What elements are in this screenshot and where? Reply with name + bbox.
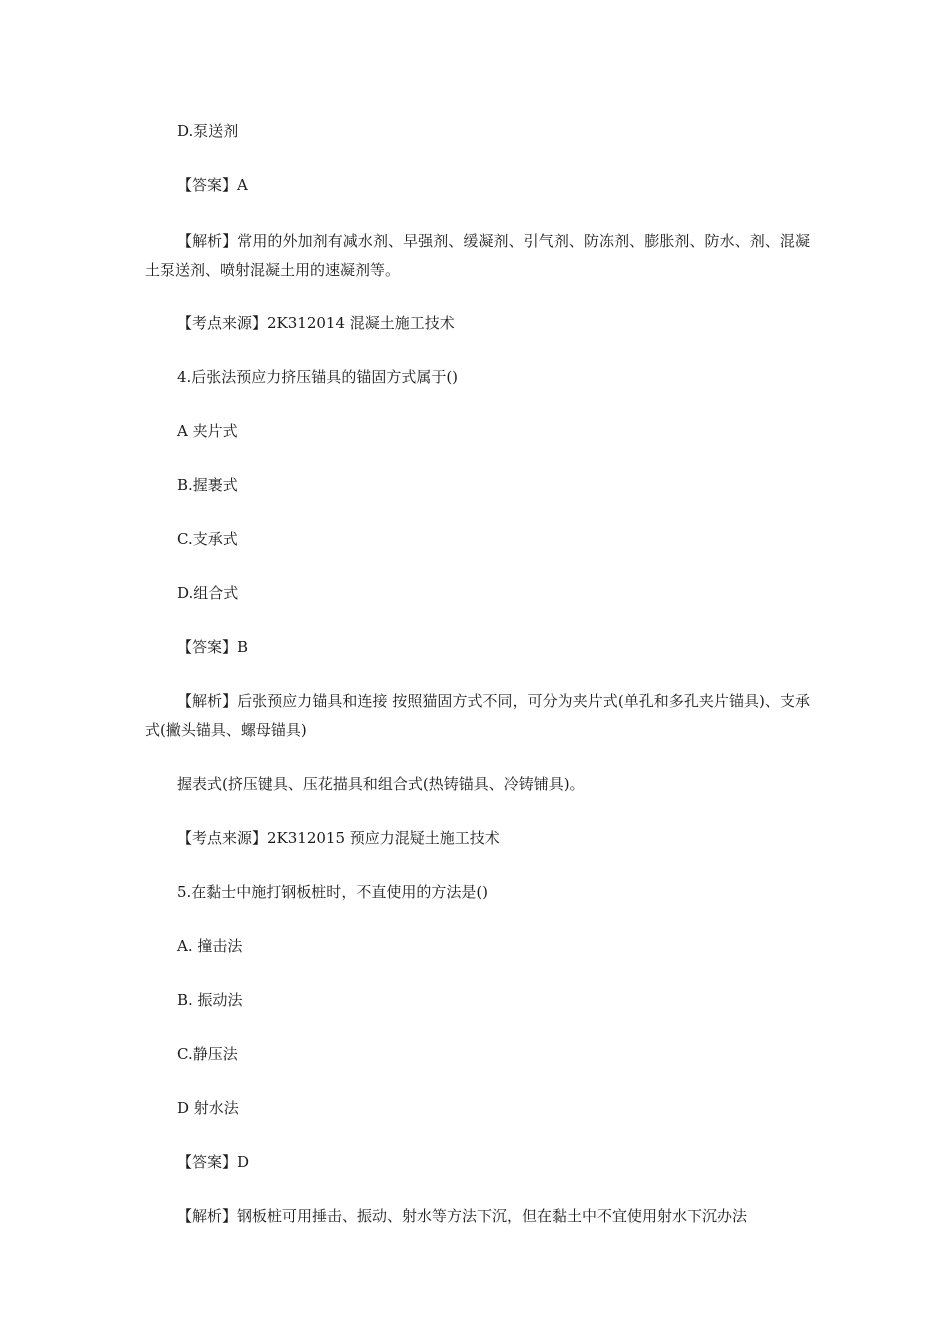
q5-option-d: D 射水法 bbox=[177, 1099, 239, 1117]
q4-option-a: A 夹片式 bbox=[177, 422, 238, 440]
q3-option-d: D.泵送剂 bbox=[177, 122, 239, 140]
q4-option-d: D.组合式 bbox=[177, 584, 239, 602]
q4-source: 【考点来源】2K312015 预应力混疑土施工技术 bbox=[177, 829, 500, 847]
q5-option-a: A. 撞击法 bbox=[177, 937, 243, 955]
q3-analysis: 【解析】常用的外加剂有减水剂、早强剂、缓凝剂、引气剂、防冻剂、膨胀剂、防水、剂、混凝土泵送剂、喷射混凝土用的速凝剂等。 bbox=[145, 232, 810, 279]
q5-option-b: B. 振动法 bbox=[177, 991, 243, 1009]
q4-answer: 【答案】B bbox=[177, 638, 249, 656]
q5-answer: 【答案】D bbox=[177, 1153, 250, 1171]
q5-analysis: 【解析】钢板桩可用捶击、振动、射水等方法下沉，但在黏土中不宜使用射水下沉办法 bbox=[177, 1207, 748, 1225]
q4-option-b: B.握裹式 bbox=[177, 476, 238, 494]
q5-question: 5.在黏士中施打钢板桩时，不直使用的方法是() bbox=[177, 883, 489, 901]
q3-answer: 【答案】A bbox=[177, 176, 248, 194]
q4-question: 4.后张法预应力挤压锚具的锚固方式属于() bbox=[177, 368, 459, 386]
q5-option-c: C.静压法 bbox=[177, 1045, 238, 1063]
q4-analysis: 【解析】后张预应力锚具和连接 按照猫固方式不同，可分为夹片式(单孔和多孔夹片锚具)、支承式(撇头锚具、螺母锚具) bbox=[145, 692, 810, 739]
q4-analysis-continued: 握表式(挤压键具、压花描具和组合式(热铸锚具、冷铸铺具)。 bbox=[177, 775, 585, 793]
q3-source: 【考点来源】2K312014 混凝土施工技术 bbox=[177, 314, 455, 332]
q4-option-c: C.支承式 bbox=[177, 530, 238, 548]
